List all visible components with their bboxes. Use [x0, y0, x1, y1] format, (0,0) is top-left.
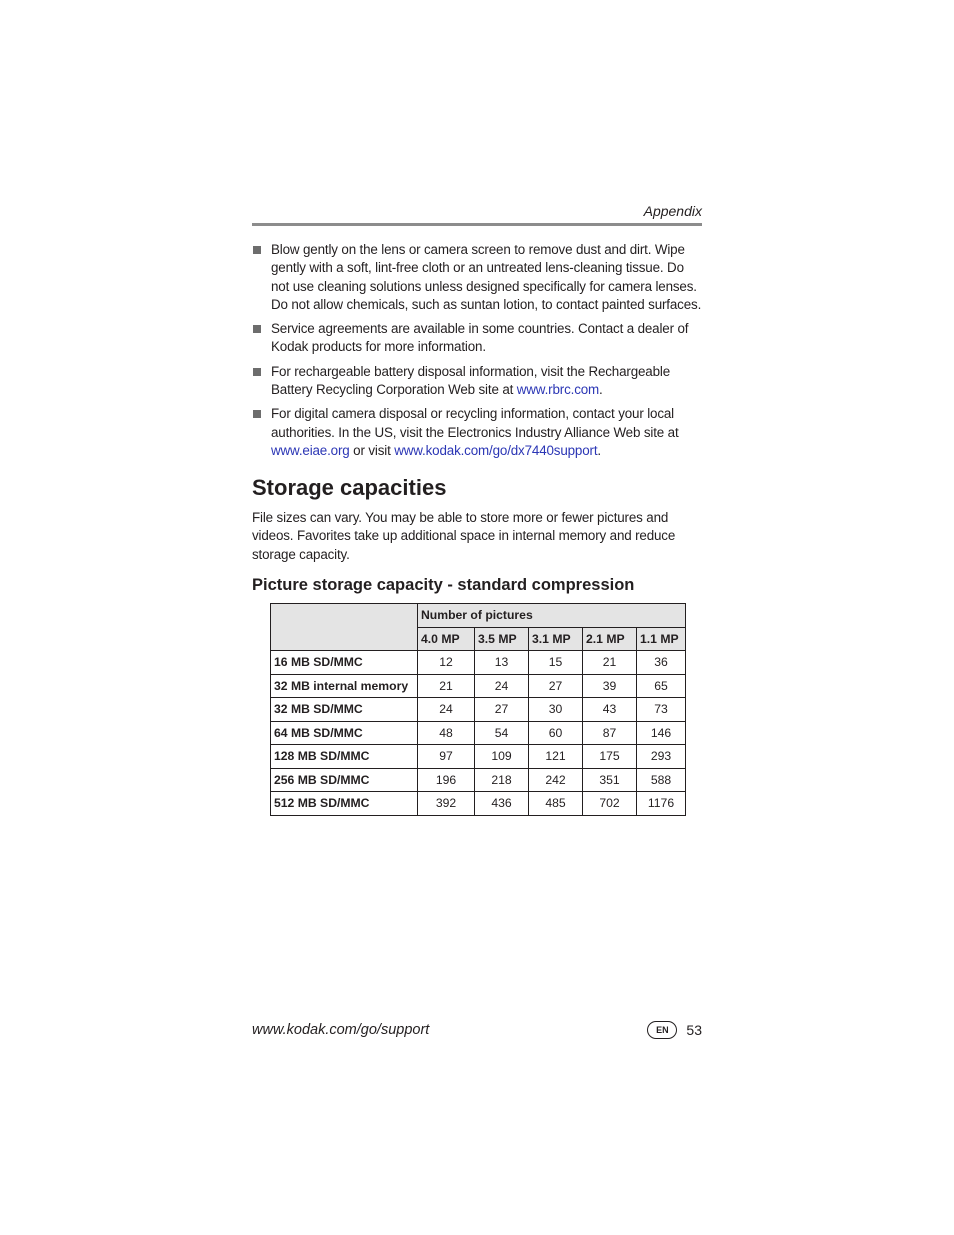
table-cell: 13 — [475, 651, 529, 675]
table-cell: 54 — [475, 721, 529, 745]
column-header: 3.5 MP — [475, 627, 529, 651]
table-cell: 24 — [418, 698, 475, 722]
footer-support-url: www.kodak.com/go/support — [252, 1022, 430, 1038]
eiae-link[interactable]: www.eiae.org — [271, 442, 350, 458]
table-cell: 351 — [583, 768, 637, 792]
page-number: 53 — [686, 1022, 702, 1038]
list-item-text: Blow gently on the lens or camera screen to remove dust and dirt. Wipe gently with a soft, lint-free cloth or an untreated lens-cleaning tissue. Do not use cleaning solutions unless designed specifically for camera lenses. Do not allow chemicals, such as suntan lotion, to contact painted surfaces. — [271, 242, 702, 312]
list-item — [252, 363, 704, 400]
table-row — [271, 721, 686, 745]
list-item-end: . — [599, 382, 603, 398]
square-bullet-icon — [253, 246, 261, 254]
table-row — [271, 768, 686, 792]
header-rule — [252, 223, 702, 226]
storage-capacity-table — [270, 603, 686, 816]
group-header: Number of pictures — [418, 604, 686, 628]
column-header: 3.1 MP — [529, 627, 583, 651]
kodak-support-link[interactable]: www.kodak.com/go/dx7440support — [394, 442, 598, 458]
rbrc-link[interactable]: www.rbrc.com — [516, 382, 600, 398]
table-cell: 436 — [475, 792, 529, 816]
table-cell: 21 — [418, 674, 475, 698]
table-cell: 27 — [475, 698, 529, 722]
table-cell: 48 — [418, 721, 475, 745]
square-bullet-icon — [253, 410, 261, 418]
table-cell: 73 — [637, 698, 686, 722]
table-cell: 30 — [529, 698, 583, 722]
table-cell: 43 — [583, 698, 637, 722]
table-cell: 485 — [529, 792, 583, 816]
list-item-text: For digital camera disposal or recycling information, contact your local authorities. In the US, visit the Electronics Industry Alliance Web site at — [271, 406, 679, 440]
list-item-end: . — [597, 442, 601, 458]
table-cell: 175 — [583, 745, 637, 769]
table-cell: 121 — [529, 745, 583, 769]
corner-cell — [271, 604, 418, 651]
list-item-mid: or visit — [349, 442, 395, 458]
table-row — [271, 745, 686, 769]
row-label: 128 MB SD/MMC — [271, 745, 418, 769]
table-cell: 242 — [529, 768, 583, 792]
table-cell: 15 — [529, 651, 583, 675]
table-cell: 39 — [583, 674, 637, 698]
row-label: 16 MB SD/MMC — [271, 651, 418, 675]
column-header: 2.1 MP — [583, 627, 637, 651]
row-label: 32 MB SD/MMC — [271, 698, 418, 722]
table-cell: 196 — [418, 768, 475, 792]
table-cell: 293 — [637, 745, 686, 769]
row-label: 512 MB SD/MMC — [271, 792, 418, 816]
list-item — [252, 320, 704, 357]
row-label: 32 MB internal memory — [271, 674, 418, 698]
table-cell: 27 — [529, 674, 583, 698]
table-cell: 702 — [583, 792, 637, 816]
table-cell: 109 — [475, 745, 529, 769]
section-intro: File sizes can vary. You may be able to store more or fewer pictures and videos. Favorites take up additional space in internal memory and reduce storage capacity. — [252, 510, 676, 562]
square-bullet-icon — [253, 368, 261, 376]
table-cell: 87 — [583, 721, 637, 745]
table-title: Picture storage capacity - standard compression — [252, 576, 635, 594]
column-header: 1.1 MP — [637, 627, 686, 651]
table-cell: 218 — [475, 768, 529, 792]
page-footer — [647, 1020, 702, 1040]
table-row — [271, 698, 686, 722]
table-cell: 146 — [637, 721, 686, 745]
table-cell: 24 — [475, 674, 529, 698]
table-cell: 12 — [418, 651, 475, 675]
section-title: Storage capacities — [252, 475, 447, 500]
table-row — [271, 674, 686, 698]
table-cell: 60 — [529, 721, 583, 745]
section-name: Appendix — [643, 203, 702, 219]
table-cell: 97 — [418, 745, 475, 769]
page-header — [252, 201, 702, 226]
table-row — [271, 792, 686, 816]
list-item-text: Service agreements are available in some countries. Contact a dealer of Kodak products for more information. — [271, 321, 689, 355]
table-row — [271, 651, 686, 675]
row-label: 256 MB SD/MMC — [271, 768, 418, 792]
table-cell: 1176 — [637, 792, 686, 816]
column-header: 4.0 MP — [418, 627, 475, 651]
table-cell: 588 — [637, 768, 686, 792]
language-badge: EN — [647, 1021, 677, 1039]
care-tips-list — [252, 241, 704, 466]
table-header-row — [271, 604, 686, 628]
list-item — [252, 241, 704, 314]
square-bullet-icon — [253, 325, 261, 333]
table-cell: 21 — [583, 651, 637, 675]
table-cell: 392 — [418, 792, 475, 816]
row-label: 64 MB SD/MMC — [271, 721, 418, 745]
table-cell: 65 — [637, 674, 686, 698]
list-item-text: For rechargeable battery disposal information, visit the Rechargeable Battery Recycling Corporation Web site at — [271, 363, 671, 398]
list-item — [252, 405, 704, 460]
table-cell: 36 — [637, 651, 686, 675]
